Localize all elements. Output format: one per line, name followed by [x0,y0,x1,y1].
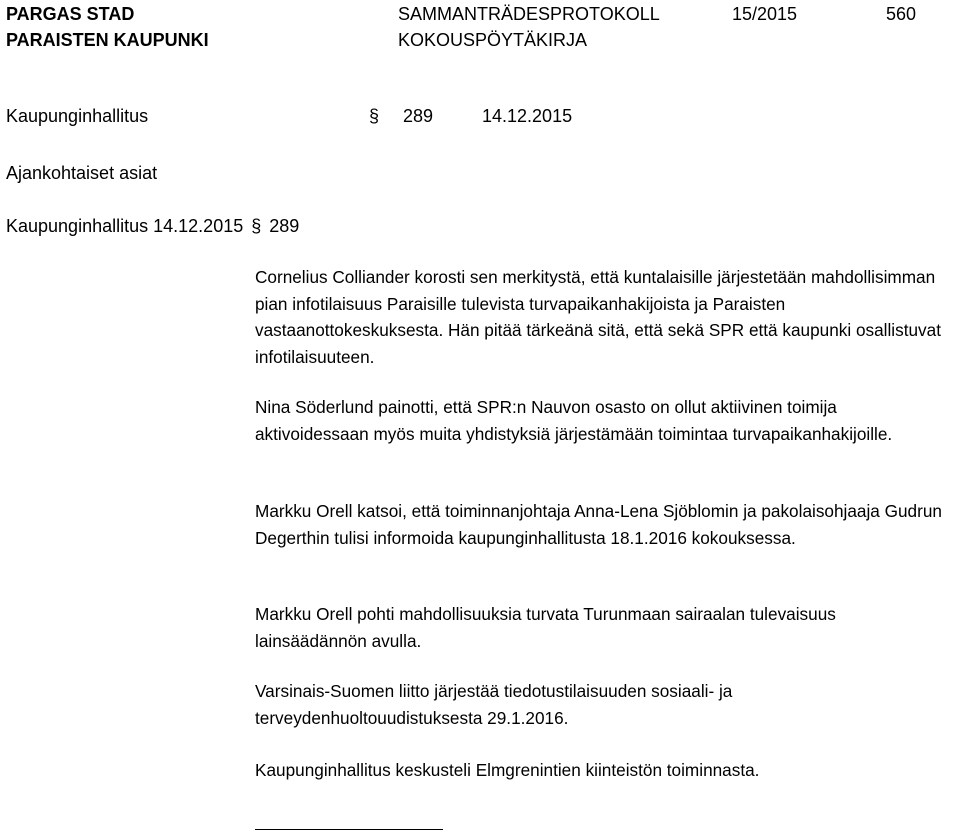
paragraph-4: Markku Orell pohti mahdollisuuksia turvata Turunmaan sairaalan tulevaisuus lainsäädännön avulla. [255,604,836,651]
org-name-fi: PARGAS STAD [6,4,135,24]
meeting-section-number: 289 [403,106,434,126]
reference-section-number: 289 [269,216,300,236]
meeting-section [366,104,433,128]
paragraph-1: Cornelius Colliander korosti sen merkitystä, että kuntalaisille järjestetään mahdollisimman pian infotilaisuus Paraisille tulevista turvapaikanhakijoista ja Paraisten vastaanottokeskuksesta. Hän pitää tärkeänä sitä, että sekä SPR että kaupunki osallistuvat infotilaisuuteen. [255,267,941,367]
doc-type-fi: KOKOUSPÖYTÄKIRJA [398,30,588,50]
org-name-sv: PARAISTEN KAUPUNKI [6,30,209,50]
reference-section-sign: § [251,216,262,236]
paragraph-3: Markku Orell katsoi, että toiminnanjohtaja Anna-Lena Sjöblomin ja pakolaisohjaaja Gudrun Degerthin tulisi informoida kaupunginhallitusta 18.1.2016 kokouksessa. [255,501,942,548]
page-number: 560 [886,4,917,24]
meeting-body: Kaupunginhallitus [6,106,149,126]
signature-line [255,829,443,830]
paragraph-5: Varsinais-Suomen liitto järjestää tiedotustilaisuuden sosiaali- ja terveydenhuoltouudistuksesta 29.1.2016. [255,681,733,728]
section-sign: § [368,106,379,126]
item-title: Ajankohtaiset asiat [6,163,158,183]
paragraph-6: Kaupunginhallitus keskusteli Elmgrenintien kiinteistön toiminnasta. [255,760,760,780]
meeting-date: 14.12.2015 [482,106,573,126]
doc-type-sv: SAMMANTRÄDESPROTOKOLL [398,4,660,24]
paragraph-2: Nina Söderlund painotti, että SPR:n Nauvon osasto on ollut aktiivinen toimija aktivoidessaan myös muita yhdistyksiä järjestämään toimintaa turvapaikanhakijoille. [255,397,893,444]
protocol-number: 15/2015 [732,4,798,24]
reference-line [6,214,299,238]
reference-date: 14.12.2015 [153,216,244,236]
reference-body: Kaupunginhallitus [6,216,149,236]
